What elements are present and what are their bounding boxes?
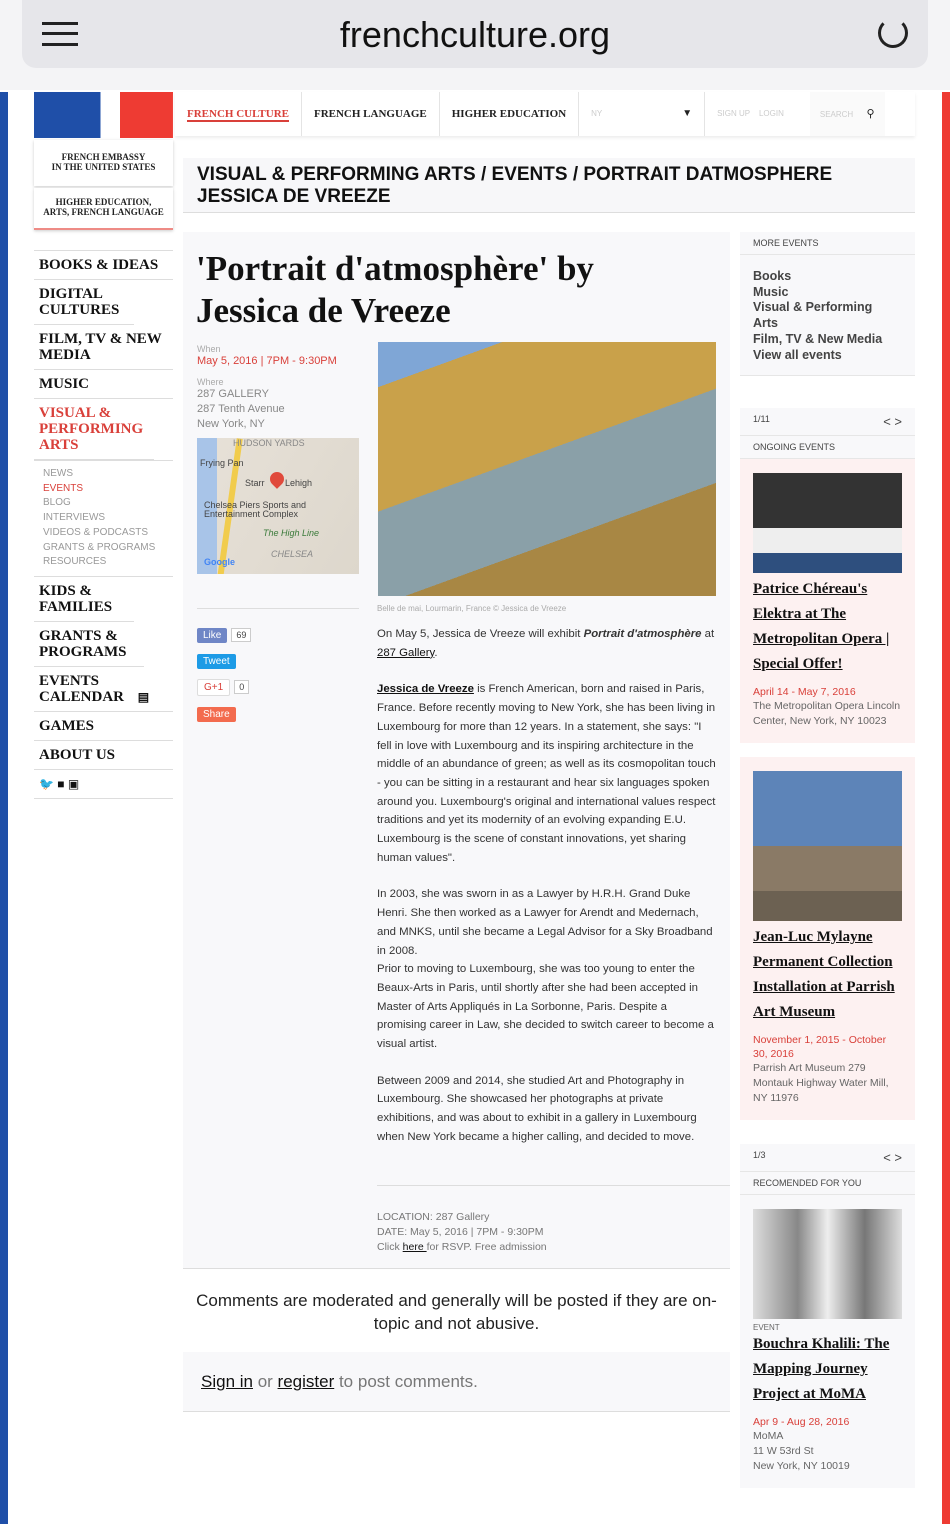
paragraph: In 2003, she was sworn in as a Lawyer by H.R.H. Grand Duke Henri. She then worked as a Lawyer for Arendt and Medernach, and MNKS, until she became a Legal Advisor for a Sky Broadband in 2008. <box>377 888 713 957</box>
gplus-button[interactable]: G+1 <box>197 679 230 696</box>
nav-books-ideas[interactable]: BOOKS & IDEAS <box>34 250 173 280</box>
prev-arrow-icon[interactable]: < <box>883 414 891 430</box>
paragraph: Between 2009 and 2014, she studied Art and Photography in Luxembourg. She showcased her photographs at private exhibitions, and was about to exhibit in a gallery in Luxembourg when New York became a higher calling, and decided to move. <box>377 1074 697 1143</box>
next-arrow-icon[interactable]: > <box>894 1150 902 1166</box>
left-nav <box>34 250 173 799</box>
nav-music[interactable]: MUSIC <box>34 370 173 399</box>
hamburger-icon[interactable] <box>42 22 78 46</box>
nav-visual-arts[interactable]: VISUAL & PERFORMING ARTS <box>34 399 154 460</box>
paragraph: Prior to moving to Luxembourg, she was too young to enter the Beaux-Arts in Paris, until shortly after she had been accepted in Master of Arts Appliqués in La Sorbonne, Paris. Despite a promising career in Law, she decided to switch career to become a visual artist. <box>377 963 714 1051</box>
where-line: 287 Tenth Avenue <box>197 403 285 415</box>
nav-about[interactable]: ABOUT US <box>34 741 173 770</box>
gallery-link[interactable]: 287 Gallery <box>377 646 435 659</box>
when-label: When <box>197 344 221 354</box>
ongoing-heading: ONGOING EVENTS <box>740 436 915 459</box>
pager: 1/3 <box>753 1150 766 1161</box>
more-link[interactable]: Music <box>753 284 789 299</box>
pager: 1/11 <box>753 414 770 425</box>
tab-french-language[interactable]: FRENCH LANGUAGE <box>302 92 440 136</box>
comments-note: Comments are moderated and generally will be posted if they are on-topic and not abusive. <box>183 1268 730 1352</box>
chevron-down-icon: ▼ <box>682 108 693 119</box>
where-line: New York, NY <box>197 418 265 430</box>
recommended-heading: RECOMENDED FOR YOU <box>740 1172 915 1195</box>
flag-stripe-blue <box>0 92 8 1524</box>
youtube-icon[interactable]: ▣ <box>67 776 80 791</box>
facebook-icon[interactable]: ■ <box>57 776 65 791</box>
logo-line: HIGHER EDUCATION, <box>55 197 152 207</box>
tweet-button[interactable]: Tweet <box>197 654 236 669</box>
twitter-icon[interactable]: 🐦 <box>39 776 54 791</box>
like-count: 69 <box>231 628 251 642</box>
event-address: 11 W 53rd St <box>753 1445 814 1458</box>
search-box[interactable]: SEARCH ⚲ <box>810 92 885 136</box>
subnav-news[interactable]: NEWS <box>43 468 73 479</box>
more-events-heading: MORE EVENTS <box>740 232 915 255</box>
artist-link[interactable]: Jessica de Vreeze <box>377 683 474 696</box>
rsvp-link[interactable]: here <box>402 1241 427 1253</box>
signin-link[interactable]: Sign in <box>201 1372 253 1391</box>
event-title[interactable]: Bouchra Khalili: The Mapping Journey Project at MoMA <box>753 1336 890 1403</box>
comments-signin: Sign in or register to post comments. <box>183 1352 730 1412</box>
event-image <box>753 473 902 573</box>
event-card[interactable] <box>740 757 915 1120</box>
right-sidebar <box>740 232 915 1488</box>
nav-grants[interactable]: GRANTS & PROGRAMS <box>34 622 144 667</box>
more-link[interactable]: Film, TV & New Media <box>753 331 883 346</box>
map-pin-icon <box>267 469 287 489</box>
gplus-count: 0 <box>234 680 249 694</box>
reload-icon[interactable] <box>878 18 908 48</box>
search-icon: ⚲ <box>866 108 875 120</box>
event-image <box>753 771 902 921</box>
logo-line: IN THE UNITED STATES <box>51 162 156 172</box>
rsvp-line: Click here for RSVP. Free admission <box>377 1241 547 1253</box>
event-address: New York, NY 10019 <box>753 1460 850 1473</box>
event-date: Apr 9 - Aug 28, 2016 <box>753 1416 850 1429</box>
nav-film-tv[interactable]: FILM, TV & NEW MEDIA <box>34 325 173 370</box>
event-card[interactable] <box>740 459 915 743</box>
embassy-label[interactable] <box>34 140 173 186</box>
login-link[interactable]: LOGIN <box>758 109 784 118</box>
event-image <box>753 1209 902 1319</box>
url-text[interactable]: frenchculture.org <box>339 14 611 55</box>
event-date: November 1, 2015 - October 30, 2016 <box>753 1034 887 1061</box>
logo-line: FRENCH EMBASSY <box>61 152 146 162</box>
prev-arrow-icon[interactable]: < <box>883 1150 891 1166</box>
tab-higher-education[interactable]: HIGHER EDUCATION <box>440 92 579 136</box>
date-line: DATE: May 5, 2016 | 7PM - 9:30PM <box>377 1226 544 1238</box>
region-select[interactable]: NY ▼ <box>579 92 705 136</box>
register-link[interactable]: register <box>277 1372 335 1391</box>
tab-french-culture[interactable]: FRENCH CULTURE <box>175 92 302 136</box>
section-label[interactable] <box>34 188 173 230</box>
location-map[interactable]: HUDSON YARDS Frying Pan Starr Lehigh Chelsea Piers Sports and Entertainment Complex The High Line CHELSEA Google <box>197 438 359 574</box>
flag-stripe-red <box>942 92 950 1524</box>
event-address: MoMA <box>753 1430 784 1443</box>
location-line: LOCATION: 287 Gallery <box>377 1211 490 1223</box>
where-label: Where <box>197 377 224 387</box>
subnav-events[interactable]: EVENTS <box>43 482 84 494</box>
facebook-like-button[interactable]: Like <box>197 628 227 643</box>
paragraph: Jessica de Vreeze is French American, born and raised in Paris, France. Before recently moving to New York, she has been living in Luxembourg for more than 12 years. In a statement, she says: "I fell in love with Luxembourg and its inspiring architecture in the middle of an abundance of green; as well as its cosmopolitan touch - you can be sitting in a restaurant and hear six languages spoken around you. Luxembourg's original and international values respect traditions and yet its modernity of an evolving expanding E.U. Luxembourg is the scene of constant innovations, yet sharing human values". <box>377 683 716 864</box>
calendar-icon: ▤ <box>137 689 150 704</box>
where-line: 287 GALLERY <box>197 388 269 400</box>
next-arrow-icon[interactable]: > <box>894 414 902 430</box>
nav-digital-cultures[interactable]: DIGITAL CULTURES <box>34 280 134 325</box>
more-link[interactable]: View all events <box>753 347 842 362</box>
when-value: May 5, 2016 | 7PM - 9:30PM <box>197 355 337 367</box>
subnav-blog[interactable]: BLOG <box>43 497 71 509</box>
photo-caption: Belle de mai, Lourmarin, France © Jessica de Vreeze <box>377 604 567 613</box>
subnav-grants[interactable]: GRANTS & PROGRAMS <box>43 541 156 553</box>
article-title: 'Portrait d'atmosphère' by Jessica de Vreeze <box>196 249 594 330</box>
subnav-resources[interactable]: RESOURCES <box>43 556 107 568</box>
subnav-videos[interactable]: VIDEOS & PODCASTS <box>43 526 149 538</box>
nav-games[interactable]: GAMES <box>34 712 173 741</box>
event-tag: EVENT <box>753 1323 780 1333</box>
share-button[interactable]: Share <box>197 707 236 722</box>
more-link[interactable]: Visual & Performing Arts <box>753 300 873 331</box>
event-date: April 14 - May 7, 2016 <box>753 686 856 699</box>
breadcrumb: VISUAL & PERFORMING ARTS / EVENTS / PORTRAIT DATMOSPHERE JESSICA DE VREEZE <box>183 158 915 213</box>
intro-paragraph: On May 5, Jessica de Vreeze will exhibit Portrait d'atmosphère at 287 Gallery. <box>377 628 715 659</box>
marianne-logo[interactable] <box>34 92 173 138</box>
event-title[interactable]: Patrice Chéreau's Elektra at The Metropolitan Opera | Special Offer! <box>753 581 890 673</box>
signup-link[interactable]: SIGN UP <box>717 109 751 118</box>
top-nav <box>175 92 915 136</box>
logo-line: ARTS, FRENCH LANGUAGE <box>43 207 164 217</box>
event-title[interactable]: Jean-Luc Mylayne Permanent Collection Installation at Parrish Art Museum <box>753 929 895 1021</box>
more-link[interactable]: Books <box>753 269 792 283</box>
nav-events-calendar[interactable]: EVENTS CALENDAR ▤ <box>34 667 173 712</box>
event-address: The Metropolitan Opera Lincoln Center, New York, NY 10023 <box>753 700 901 728</box>
event-address: Parrish Art Museum 279 Montauk Highway Water Mill, NY 11976 <box>753 1062 889 1105</box>
nav-kids[interactable]: KIDS & FAMILIES <box>34 577 134 622</box>
article-photo <box>378 342 716 596</box>
subnav-interviews[interactable]: INTERVIEWS <box>43 512 106 524</box>
recommended-card[interactable] <box>740 1195 915 1488</box>
